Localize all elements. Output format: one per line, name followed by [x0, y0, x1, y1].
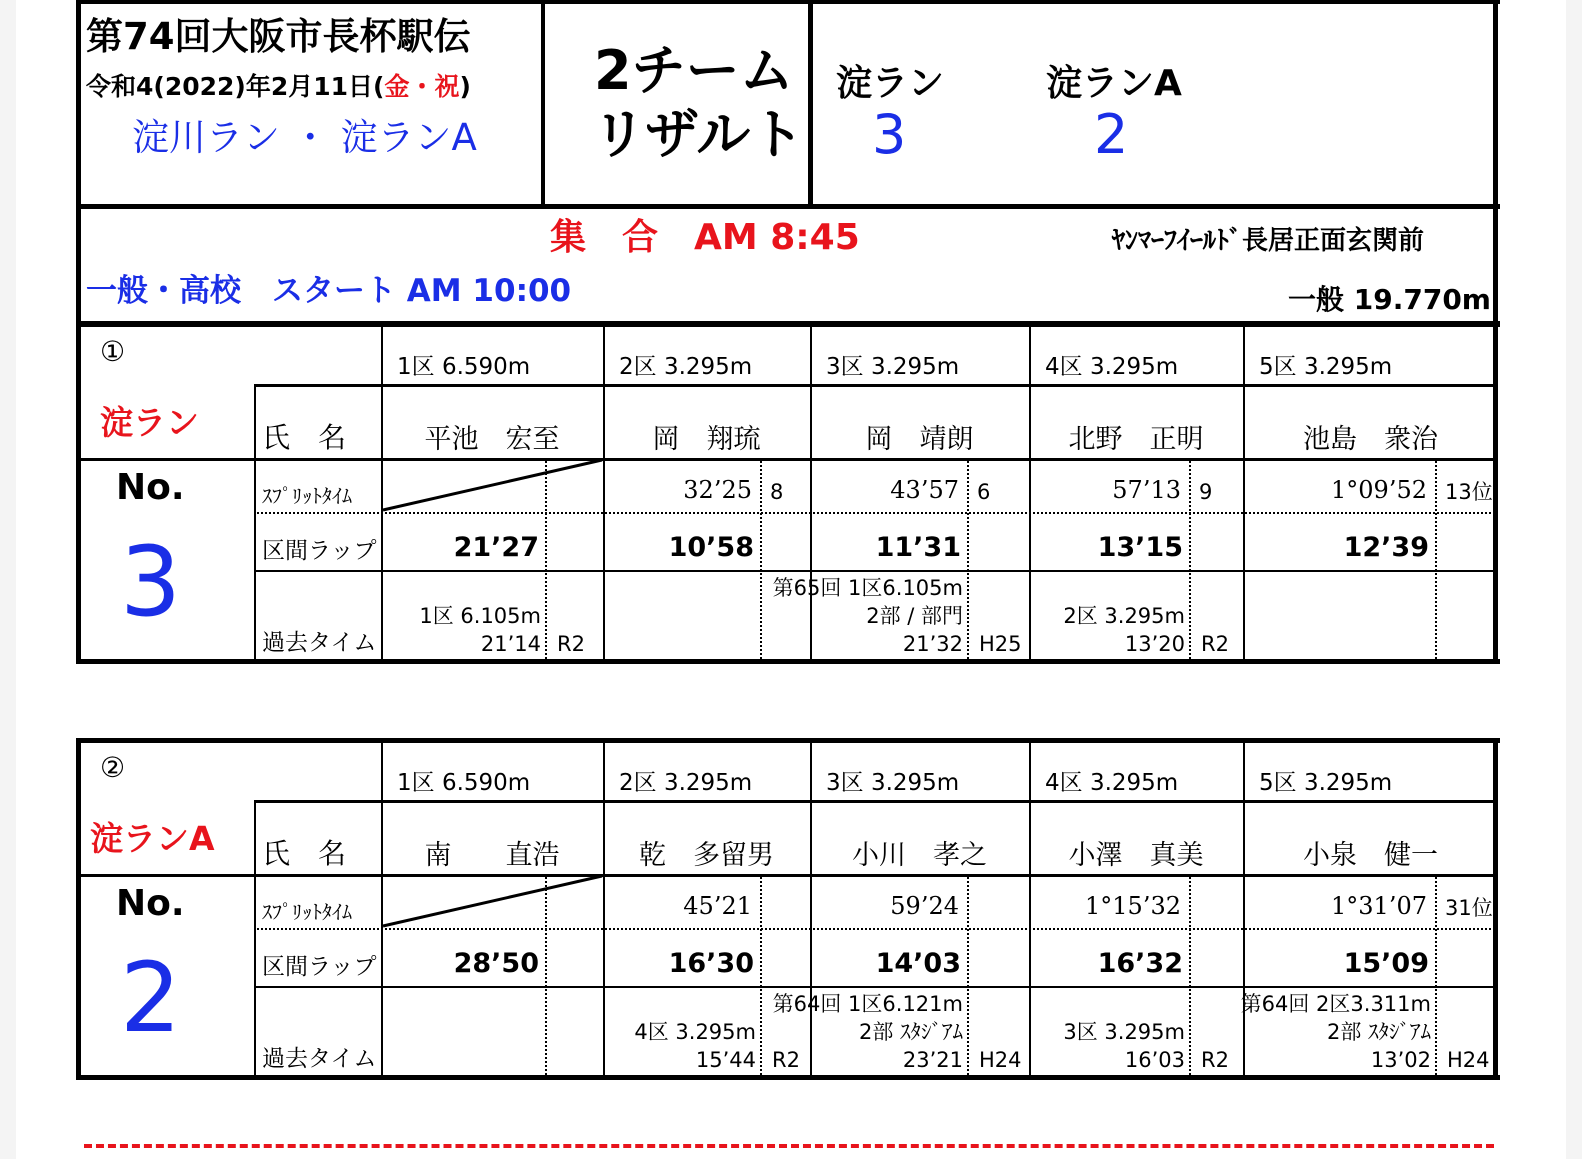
split-rank-5: 31位: [1445, 896, 1493, 920]
split-rank-2: 8: [770, 480, 784, 504]
split-time-2: 32’25: [683, 476, 752, 504]
past-time-line-3-3: 21’32: [902, 632, 963, 656]
past-time-line-4-2: 16’03: [1124, 1048, 1185, 1072]
section-inner-divider-2: [760, 458, 762, 662]
past-time-line-5-2: 2部 ｽﾀｼﾞｱﾑ: [1326, 1020, 1431, 1044]
row-line-lap: [254, 986, 1498, 988]
table-bottom-border: [76, 1075, 1500, 1080]
split-rank-4: 9: [1199, 480, 1213, 504]
runner-name-4: 小澤 真美: [1068, 840, 1204, 871]
col-line-section-2: [603, 742, 605, 1078]
date-suffix: ): [459, 72, 471, 101]
lap-time-1: 21’27: [453, 532, 539, 563]
row-line-split: [254, 512, 1498, 514]
past-time-line-2-2: 15’44: [695, 1048, 756, 1072]
split-time-5: 1°09’52: [1331, 476, 1427, 504]
past-era-2: R2: [772, 1048, 800, 1072]
col-line-section-1: [381, 326, 383, 662]
date-holiday: 金・祝: [384, 72, 460, 101]
past-era-3: H24: [979, 1048, 1022, 1072]
row-label-lap: 区間ラップ: [262, 538, 377, 564]
section-inner-divider-3: [967, 874, 969, 1078]
table-right-border: [1493, 738, 1498, 1078]
col-line-section-5: [1243, 742, 1245, 1078]
lap-time-4: 16’32: [1097, 948, 1183, 979]
row-line-split: [254, 928, 1498, 930]
past-time-line-3-1: 第64回 1区6.121m: [772, 992, 963, 1016]
past-era-4: R2: [1201, 1048, 1229, 1072]
split-time-4: 1°15’32: [1085, 892, 1181, 920]
section-inner-divider-1: [545, 874, 547, 1078]
past-time-line-4-2: 13’20: [1124, 632, 1185, 656]
runner-name-5: 池島 衆治: [1303, 424, 1438, 455]
section-inner-divider-4: [1189, 458, 1191, 662]
col-line-section-5: [1243, 326, 1245, 662]
split-time-2: 45’21: [683, 892, 752, 920]
lap-time-3: 14’03: [875, 948, 961, 979]
table-left-border: [76, 322, 81, 662]
score-team1-value: 3: [872, 103, 907, 166]
split-time-3: 43’57: [890, 476, 959, 504]
section-label-3: 3区 3.295m: [826, 770, 960, 796]
past-time-line-3-1: 第65回 1区6.105m: [772, 576, 963, 600]
row-label-name: 氏 名: [262, 837, 347, 870]
section-label-5: 5区 3.295m: [1259, 770, 1393, 796]
result-title-line1: 2チーム: [594, 39, 794, 102]
past-era-5: H24: [1447, 1048, 1490, 1072]
lap-time-3: 11’31: [875, 532, 961, 563]
team-index-mark: ①: [100, 335, 126, 368]
col-line-label: [254, 384, 256, 662]
past-time-line-3-2: 2部 ｽﾀｼﾞｱﾑ: [858, 1020, 963, 1044]
section-label-4: 4区 3.295m: [1045, 354, 1179, 380]
row-label-past: 過去タイム: [262, 630, 377, 656]
team-number: 2: [120, 942, 182, 1054]
row-line-name: [76, 458, 1498, 461]
team-name: 淀ラン: [100, 403, 199, 442]
past-era-1: R2: [557, 632, 585, 656]
row-label-past: 過去タイム: [262, 1046, 377, 1072]
row-label-lap: 区間ラップ: [262, 954, 377, 980]
section-inner-divider-3: [967, 458, 969, 662]
past-time-line-5-1: 第64回 2区3.311m: [1240, 992, 1431, 1016]
table-top-border: [76, 738, 1500, 743]
page-break-divider: [84, 1144, 1494, 1148]
section-label-5: 5区 3.295m: [1259, 354, 1393, 380]
section-label-3: 3区 3.295m: [826, 354, 960, 380]
assembly-time: 集 合 AM 8:45: [550, 217, 860, 258]
section-inner-divider-1: [545, 458, 547, 662]
section-inner-divider-4: [1189, 874, 1191, 1078]
row-line-header: [254, 800, 1498, 803]
event-date: [86, 74, 471, 99]
past-time-line-2-1: 4区 3.295m: [634, 1020, 756, 1044]
event-title: 第74回大阪市長杯駅伝: [86, 15, 471, 58]
split-rank-3: 6: [977, 480, 991, 504]
team-no-label: No.: [116, 467, 185, 508]
runner-name-5: 小泉 健一: [1303, 840, 1438, 871]
past-time-line-1-2: 21’14: [480, 632, 541, 656]
start-time: 一般・高校 スタート AM 10:00: [86, 273, 572, 309]
past-time-line-1-1: 1区 6.105m: [419, 604, 541, 628]
section-label-2: 2区 3.295m: [619, 354, 753, 380]
teams-line: 淀川ラン ・ 淀ランA: [132, 116, 477, 159]
result-title-line2: リザルト: [592, 103, 805, 166]
row-label-split: ｽﾌﾟﾘｯﾄﾀｲﾑ: [262, 900, 352, 924]
past-time-line-3-2: 2部 / 部門: [866, 604, 963, 628]
table-right-border: [1493, 322, 1498, 662]
col-line-section-3: [810, 326, 812, 662]
table-top-border: [76, 322, 1500, 327]
runner-name-3: 小川 孝之: [852, 840, 987, 871]
runner-name-4: 北野 正明: [1068, 424, 1204, 455]
section-inner-divider-2: [760, 874, 762, 1078]
section-label-2: 2区 3.295m: [619, 770, 753, 796]
section-label-4: 4区 3.295m: [1045, 770, 1179, 796]
team-number: 3: [120, 526, 182, 638]
past-era-4: R2: [1201, 632, 1229, 656]
row-label-name: 氏 名: [262, 421, 347, 454]
col-line-section-3: [810, 742, 812, 1078]
total-distance: 一般 19.770m: [1288, 283, 1491, 316]
split-time-4: 57’13: [1112, 476, 1181, 504]
runner-name-1: 平池 宏至: [424, 424, 560, 455]
split-time-3: 59’24: [890, 892, 959, 920]
col-line-section-4: [1029, 326, 1031, 662]
col-line-section-2: [603, 326, 605, 662]
runner-name-1: 南 直浩: [424, 840, 560, 871]
lap-time-2: 16’30: [668, 948, 754, 979]
row-label-split: ｽﾌﾟﾘｯﾄﾀｲﾑ: [262, 484, 352, 508]
team-name: 淀ランA: [90, 819, 215, 858]
col-line-section-1: [381, 742, 383, 1078]
runner-name-2: 乾 多留男: [639, 840, 774, 871]
col-line-section-4: [1029, 742, 1031, 1078]
lap-time-2: 10’58: [668, 532, 754, 563]
section-inner-divider-5: [1435, 874, 1437, 1078]
past-time-line-5-3: 13’02: [1370, 1048, 1431, 1072]
runner-name-2: 岡 翔琉: [652, 424, 761, 455]
lap-time-1: 28’50: [453, 948, 539, 979]
score-team2-name: 淀ランA: [1046, 63, 1182, 104]
row-line-name: [76, 874, 1498, 877]
lap-time-5: 12’39: [1343, 532, 1429, 563]
team-index-mark: ②: [100, 751, 126, 784]
split-time-5: 1°31’07: [1331, 892, 1427, 920]
score-team2-value: 2: [1094, 103, 1129, 166]
section-label-1: 1区 6.590m: [397, 354, 531, 380]
assembly-place: ﾔﾝﾏｰﾌｲｰﾙﾄﾞ長居正面玄関前: [1112, 226, 1425, 256]
table-left-border: [76, 738, 81, 1078]
past-time-line-4-1: 2区 3.295m: [1063, 604, 1185, 628]
past-time-line-3-3: 23’21: [902, 1048, 963, 1072]
runner-name-3: 岡 靖朗: [865, 424, 974, 455]
past-time-line-4-1: 3区 3.295m: [1063, 1020, 1185, 1044]
table-bottom-border: [76, 659, 1500, 664]
section-inner-divider-5: [1435, 458, 1437, 662]
date-prefix: 令和4(2022)年2月11日(: [86, 72, 385, 101]
row-line-lap: [254, 570, 1498, 572]
past-era-3: H25: [979, 632, 1022, 656]
section-label-1: 1区 6.590m: [397, 770, 531, 796]
team-no-label: No.: [116, 883, 185, 924]
row-line-header: [254, 384, 1498, 387]
col-line-label: [254, 800, 256, 1078]
lap-time-5: 15’09: [1343, 948, 1429, 979]
score-team1-name: 淀ラン: [836, 63, 945, 104]
lap-time-4: 13’15: [1097, 532, 1183, 563]
split-rank-5: 13位: [1445, 480, 1493, 504]
